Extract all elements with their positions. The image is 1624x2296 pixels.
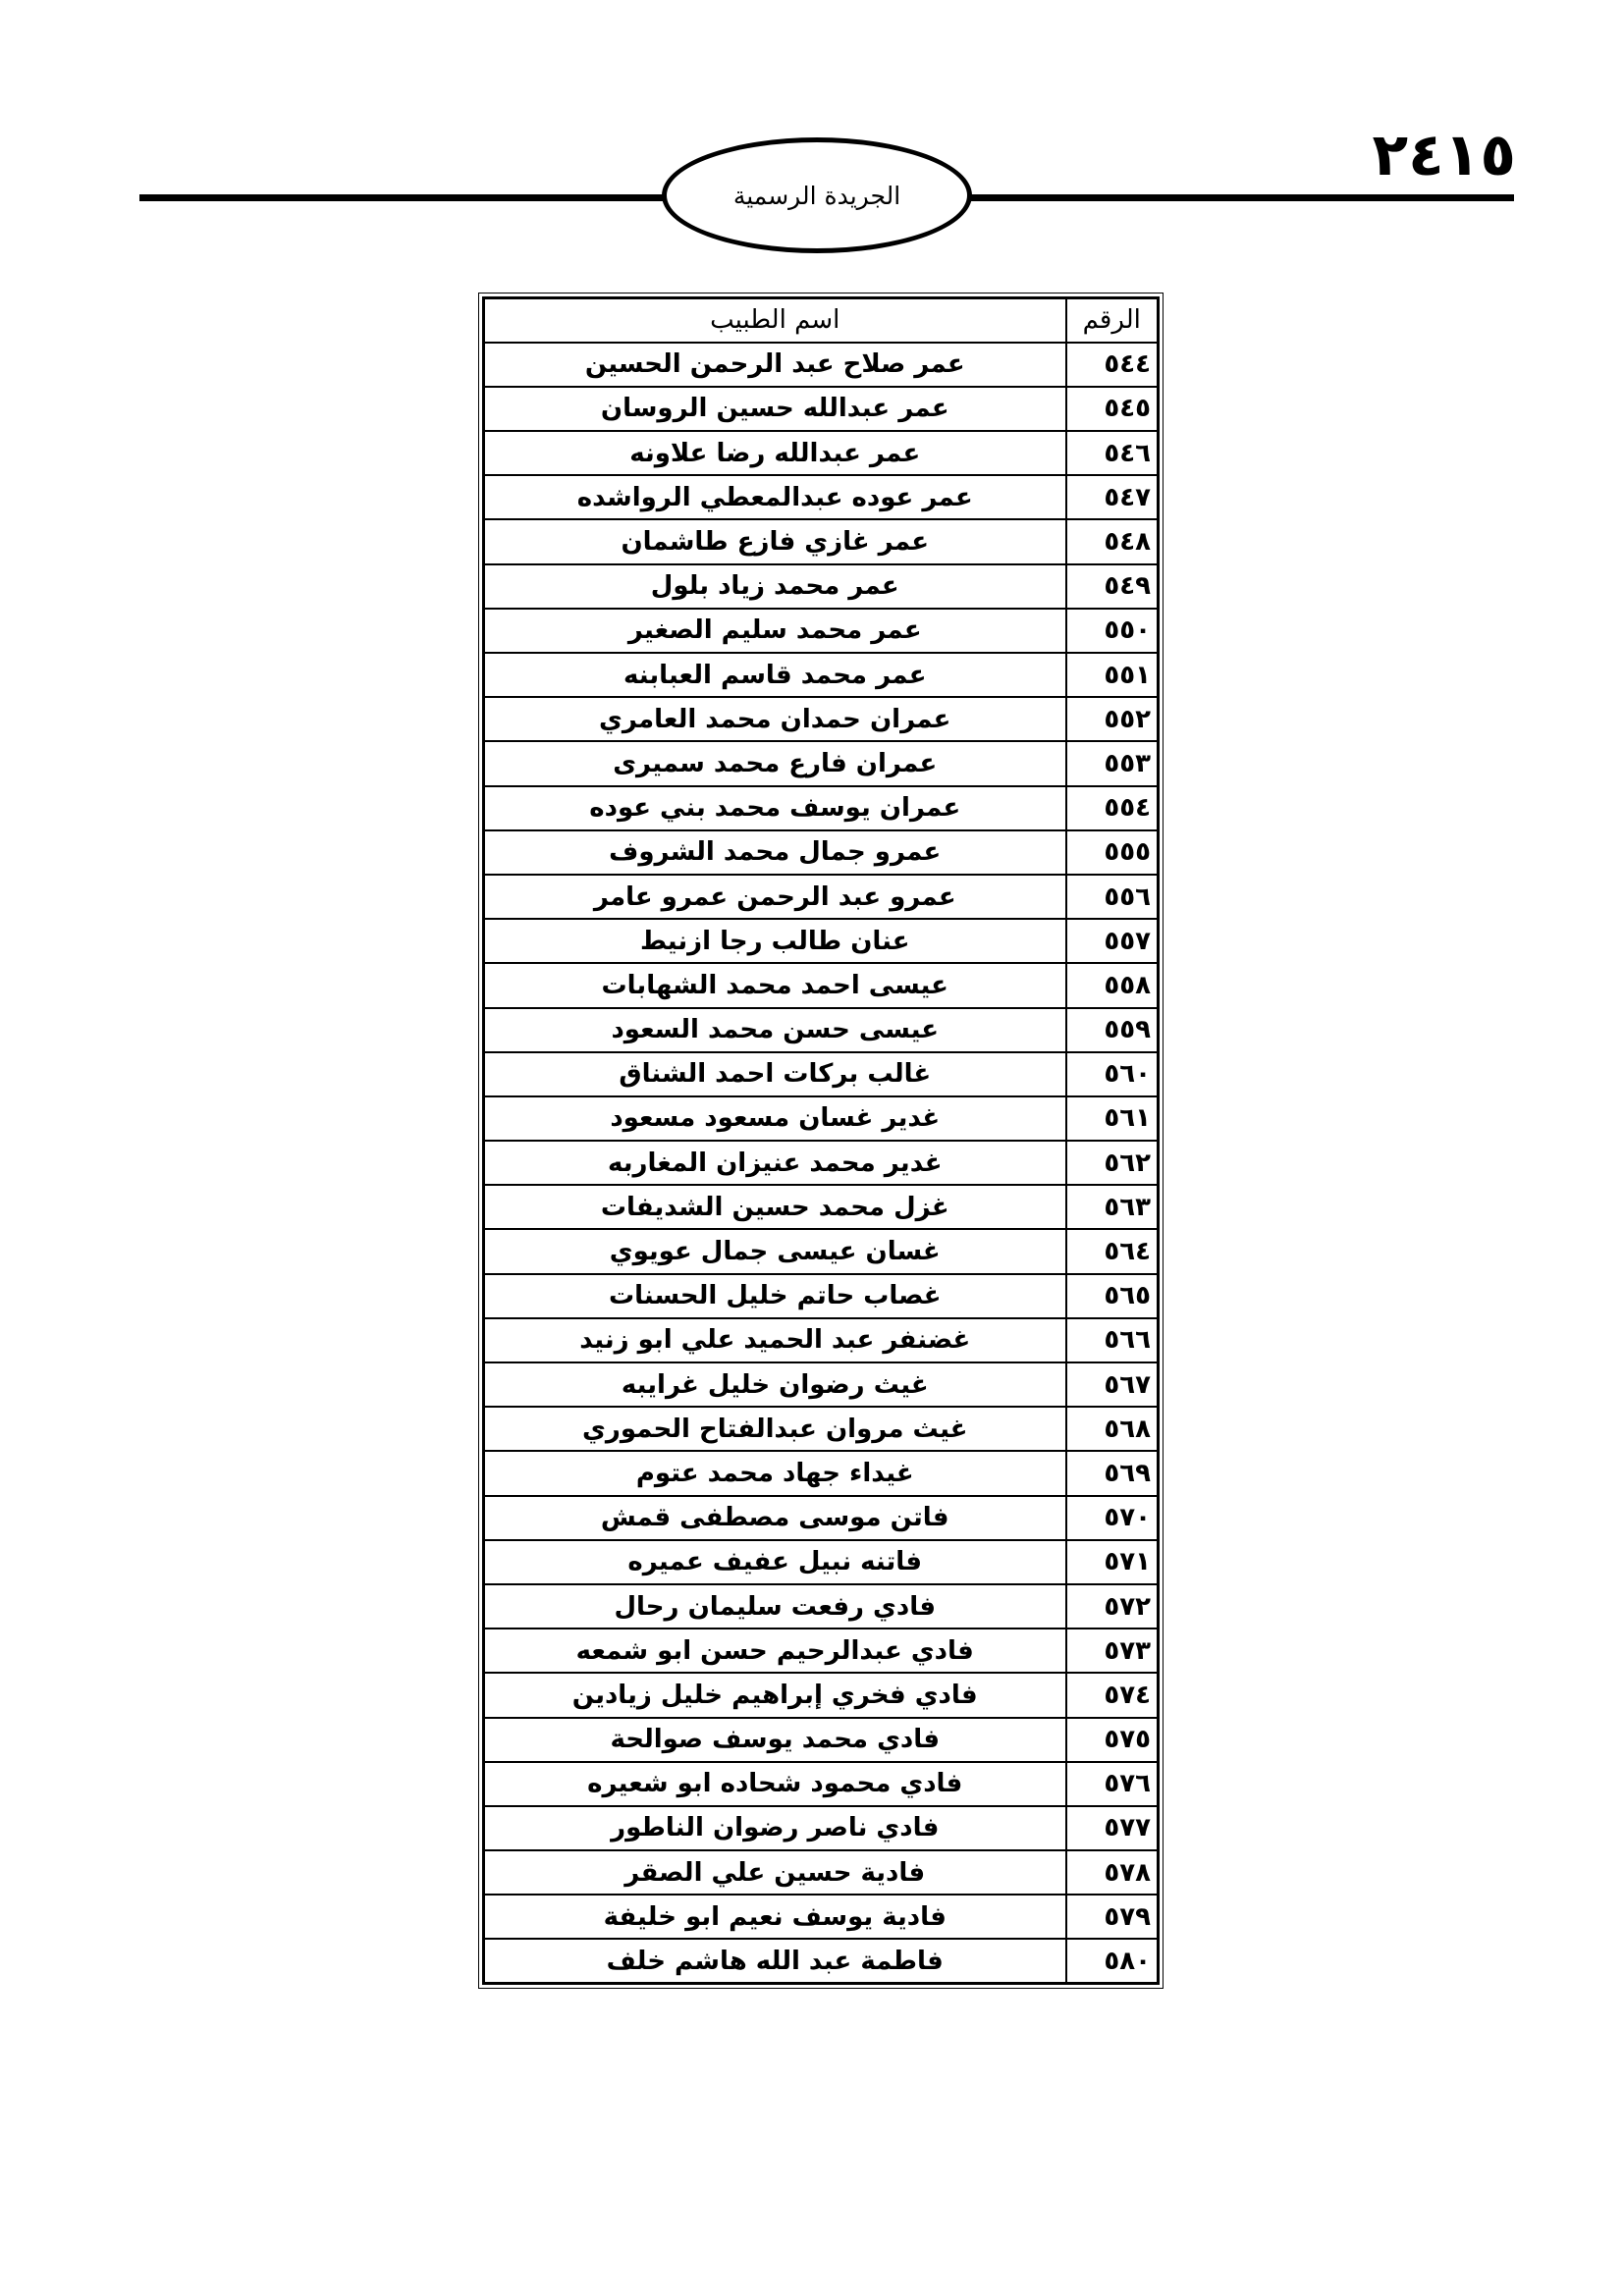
row-number: ٥٦٧ bbox=[1066, 1362, 1159, 1407]
row-number: ٥٧٠ bbox=[1066, 1496, 1159, 1540]
table-row bbox=[484, 1496, 1159, 1540]
doctor-name: غضنفر عبد الحميد علي ابو زنيد bbox=[484, 1318, 1066, 1362]
doctor-name: غدير محمد عنيزان المغاربه bbox=[484, 1141, 1066, 1185]
table-row bbox=[484, 1629, 1159, 1673]
table-row bbox=[484, 1185, 1159, 1229]
table-row bbox=[484, 564, 1159, 609]
row-number: ٥٥٢ bbox=[1066, 697, 1159, 741]
table-row bbox=[484, 609, 1159, 653]
row-number: ٥٦٨ bbox=[1066, 1407, 1159, 1451]
row-number: ٥٤٩ bbox=[1066, 564, 1159, 609]
row-number: ٥٨٠ bbox=[1066, 1939, 1159, 1983]
row-number: ٥٥٤ bbox=[1066, 786, 1159, 830]
doctor-name: عمران فارع محمد سميرى bbox=[484, 741, 1066, 785]
header-number: الرقم bbox=[1066, 298, 1159, 343]
row-number: ٥٥٥ bbox=[1066, 830, 1159, 875]
table-row bbox=[484, 1806, 1159, 1850]
doctor-name: غيث رضوان خليل غرايبه bbox=[484, 1362, 1066, 1407]
row-number: ٥٧٨ bbox=[1066, 1850, 1159, 1895]
row-number: ٥٦٢ bbox=[1066, 1141, 1159, 1185]
doctor-name: فادي محمود شحاده ابو شعيره bbox=[484, 1762, 1066, 1806]
row-number: ٥٥٦ bbox=[1066, 875, 1159, 919]
doctor-name: فاتن موسى مصطفى قمش bbox=[484, 1496, 1066, 1540]
row-number: ٥٧١ bbox=[1066, 1540, 1159, 1584]
row-number: ٥٥١ bbox=[1066, 653, 1159, 697]
table-row bbox=[484, 387, 1159, 431]
row-number: ٥٧٩ bbox=[1066, 1895, 1159, 1939]
table-row bbox=[484, 431, 1159, 475]
doctor-name: عمر غازي فازع طاشمان bbox=[484, 519, 1066, 563]
doctor-name: عمران يوسف محمد بني عوده bbox=[484, 786, 1066, 830]
row-number: ٥٧٦ bbox=[1066, 1762, 1159, 1806]
row-number: ٥٥٨ bbox=[1066, 963, 1159, 1007]
table-row bbox=[484, 1850, 1159, 1895]
doctor-name: غسان عيسى جمال عويوي bbox=[484, 1229, 1066, 1273]
doctor-name: غيث مروان عبدالفتاح الحموري bbox=[484, 1407, 1066, 1451]
row-number: ٥٦٣ bbox=[1066, 1185, 1159, 1229]
table-row bbox=[484, 1939, 1159, 1983]
doctor-name: غزل محمد حسين الشديفات bbox=[484, 1185, 1066, 1229]
row-number: ٥٤٥ bbox=[1066, 387, 1159, 431]
row-number: ٥٧٣ bbox=[1066, 1629, 1159, 1673]
row-number: ٥٦٦ bbox=[1066, 1318, 1159, 1362]
table-row bbox=[484, 741, 1159, 785]
table-row bbox=[484, 1895, 1159, 1939]
row-number: ٥٦٠ bbox=[1066, 1052, 1159, 1096]
row-number: ٥٥٧ bbox=[1066, 919, 1159, 963]
table-row bbox=[484, 919, 1159, 963]
doctor-name: عيسى حسن محمد السعود bbox=[484, 1008, 1066, 1052]
row-number: ٥٦٤ bbox=[1066, 1229, 1159, 1273]
gazette-title: الجريدة الرسمية bbox=[732, 181, 901, 210]
doctor-name: عمر محمد زياد بلول bbox=[484, 564, 1066, 609]
header-name: اسم الطبيب bbox=[484, 298, 1066, 343]
doctor-name: عمران حمدان محمد العامري bbox=[484, 697, 1066, 741]
doctor-name: عمر محمد قاسم العبابنه bbox=[484, 653, 1066, 697]
header-title-ellipse bbox=[662, 137, 972, 253]
row-number: ٥٦٥ bbox=[1066, 1274, 1159, 1318]
doctor-name: فاتنه نبيل عفيف عميره bbox=[484, 1540, 1066, 1584]
row-number: ٥٧٢ bbox=[1066, 1584, 1159, 1629]
table-row bbox=[484, 697, 1159, 741]
table-row bbox=[484, 1540, 1159, 1584]
table-row bbox=[484, 1229, 1159, 1273]
doctor-name: فادي رفعت سليمان رحال bbox=[484, 1584, 1066, 1629]
row-number: ٥٥٠ bbox=[1066, 609, 1159, 653]
row-number: ٥٧٤ bbox=[1066, 1673, 1159, 1717]
row-number: ٥٤٨ bbox=[1066, 519, 1159, 563]
doctor-name: فادية يوسف نعيم ابو خليفة bbox=[484, 1895, 1066, 1939]
doctor-name: غالب بركات احمد الشناق bbox=[484, 1052, 1066, 1096]
table-row bbox=[484, 1008, 1159, 1052]
doctor-name: عمر محمد سليم الصغير bbox=[484, 609, 1066, 653]
doctor-name: فادي ناصر رضوان الناطور bbox=[484, 1806, 1066, 1850]
row-number: ٥٧٧ bbox=[1066, 1806, 1159, 1850]
table-row bbox=[484, 519, 1159, 563]
doctor-name: عمر عبدالله حسين الروسان bbox=[484, 387, 1066, 431]
table-row bbox=[484, 1052, 1159, 1096]
row-number: ٥٥٩ bbox=[1066, 1008, 1159, 1052]
row-number: ٥٦١ bbox=[1066, 1096, 1159, 1141]
doctor-name: غيداء جهاد محمد عتوم bbox=[484, 1451, 1066, 1495]
table-row bbox=[484, 963, 1159, 1007]
table-row bbox=[484, 1362, 1159, 1407]
table-row bbox=[484, 475, 1159, 519]
doctor-name: عنان طالب رجا ازنيط bbox=[484, 919, 1066, 963]
table-row bbox=[484, 1762, 1159, 1806]
doctor-name: غصاب حاتم خليل الحسنات bbox=[484, 1274, 1066, 1318]
table-row bbox=[484, 1096, 1159, 1141]
table-row bbox=[484, 343, 1159, 387]
table-row bbox=[484, 1673, 1159, 1717]
doctor-name: فادي عبدالرحيم حسن ابو شمعه bbox=[484, 1629, 1066, 1673]
doctor-name: فادية حسين علي الصقر bbox=[484, 1850, 1066, 1895]
doctor-name: فادي فخري إبراهيم خليل زيادين bbox=[484, 1673, 1066, 1717]
table-row bbox=[484, 1274, 1159, 1318]
table-row bbox=[484, 1141, 1159, 1185]
doctor-name: عمر عبدالله رضا علاونه bbox=[484, 431, 1066, 475]
doctor-name: عيسى احمد محمد الشهابات bbox=[484, 963, 1066, 1007]
page-number: ٢٤١٥ bbox=[1372, 121, 1516, 189]
doctor-name: غدير غسان مسعود مسعود bbox=[484, 1096, 1066, 1141]
row-number: ٥٥٣ bbox=[1066, 741, 1159, 785]
row-number: ٥٤٦ bbox=[1066, 431, 1159, 475]
doctor-name: عمرو جمال محمد الشروف bbox=[484, 830, 1066, 875]
row-number: ٥٦٩ bbox=[1066, 1451, 1159, 1495]
table-row bbox=[484, 1407, 1159, 1451]
row-number: ٥٤٤ bbox=[1066, 343, 1159, 387]
table-row bbox=[484, 653, 1159, 697]
doctor-name: فادي محمد يوسف صوالحة bbox=[484, 1718, 1066, 1762]
table-row bbox=[484, 1718, 1159, 1762]
table-row bbox=[484, 786, 1159, 830]
doctors-table bbox=[482, 296, 1160, 1985]
table-header-row bbox=[484, 298, 1159, 343]
table-row bbox=[484, 1451, 1159, 1495]
doctor-name: فاطمة عبد الله هاشم خلف bbox=[484, 1939, 1066, 1983]
table-row bbox=[484, 1318, 1159, 1362]
row-number: ٥٤٧ bbox=[1066, 475, 1159, 519]
row-number: ٥٧٥ bbox=[1066, 1718, 1159, 1762]
doctor-name: عمر عوده عبدالمعطي الرواشده bbox=[484, 475, 1066, 519]
doctor-name: عمرو عبد الرحمن عمرو عامر bbox=[484, 875, 1066, 919]
table-row bbox=[484, 1584, 1159, 1629]
table-row bbox=[484, 875, 1159, 919]
table-row bbox=[484, 830, 1159, 875]
doctor-name: عمر صلاح عبد الرحمن الحسين bbox=[484, 343, 1066, 387]
